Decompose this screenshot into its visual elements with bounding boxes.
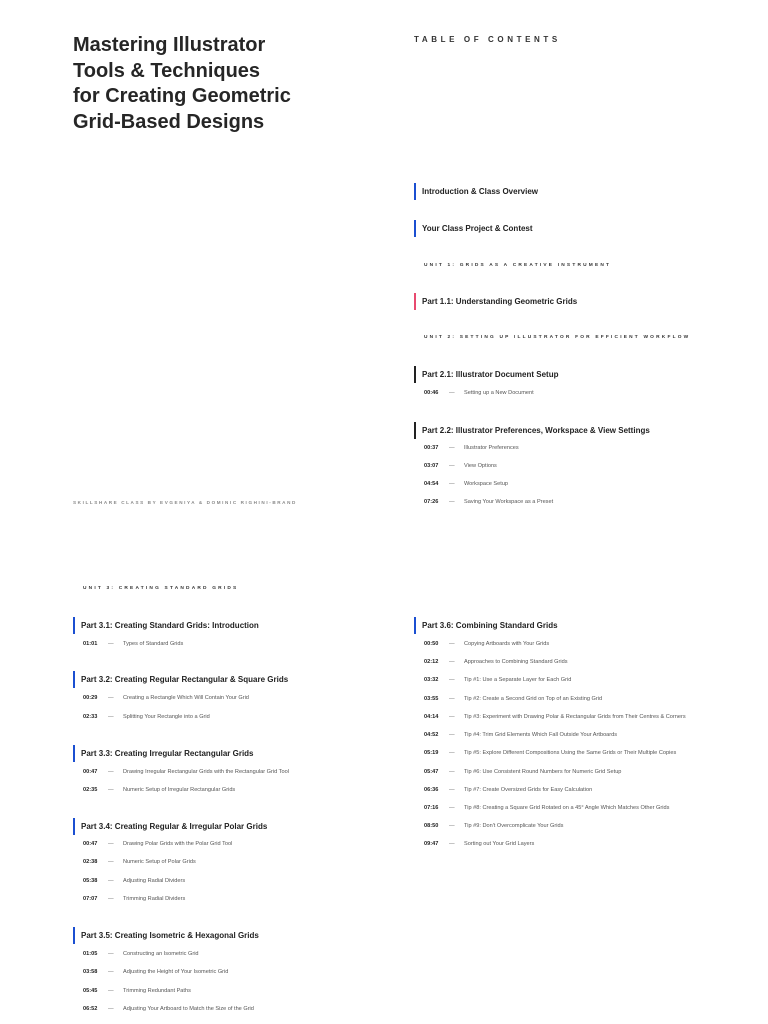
lesson-time: 00:47 [83,841,98,847]
lesson-time: 07:26 [424,499,439,505]
lesson-title: Creating a Rectangle Which Will Contain Your Grid [123,695,249,701]
toc-item-part-2-1[interactable]: Part 2.1: Illustrator Document Setup [414,366,558,383]
class-credit: SKILLSHARE CLASS BY EVGENIYA & DOMINIC RIGHINI-BRAND [73,500,297,505]
lesson-time: 02:12 [424,659,439,665]
title-line: Grid-Based Designs [73,110,265,133]
lesson-title: Saving Your Workspace as a Preset [464,499,554,505]
lesson-time: 05:38 [83,878,98,884]
lesson-title: Types of Standard Grids [123,641,184,647]
toc-item-class-project[interactable]: Your Class Project & Contest [414,220,533,237]
lesson-title: Trimming Redundant Paths [123,988,191,994]
toc-item-part-3-3[interactable]: Part 3.3: Creating Irregular Rectangular Grids [73,745,254,762]
toc-item-intro[interactable]: Introduction & Class Overview [414,183,538,200]
lesson-time: 02:38 [83,859,98,865]
toc-item-part-3-5[interactable]: Part 3.5: Creating Isometric & Hexagonal Grids [73,927,259,944]
toc-item-part-3-1[interactable]: Part 3.1: Creating Standard Grids: Introduction [73,617,259,634]
lesson-title: Tip #5: Explore Different Compositions Using the Same Grids or Their Multiple Copies [464,750,677,756]
lesson-time: 04:54 [424,481,439,487]
title-line: for Creating Geometric [73,85,291,107]
lesson-time: 00:37 [424,445,439,451]
lesson-time: 00:29 [83,695,98,701]
lesson-time: 05:19 [424,750,439,756]
lesson-time: 03:07 [424,463,439,469]
lesson-title: Tip #6: Use Consistent Round Numbers for Numeric Grid Setup [464,769,622,775]
lesson-title: Setting up a New Document [464,390,534,396]
lesson-title: Tip #2: Create a Second Grid on Top of an Existing Grid [464,696,603,702]
lesson-title: Tip #3: Experiment with Drawing Polar & Rectangular Grids from Their Centres & Corners [464,714,686,720]
lesson-time: 06:52 [83,1006,98,1012]
lesson-time: 04:14 [424,714,439,720]
lesson-time: 05:47 [424,769,439,775]
lesson-time: 07:07 [83,896,98,902]
unit-label-3: UNIT 3: CREATING STANDARD GRIDS [83,586,239,591]
toc-item-part-2-2[interactable]: Part 2.2: Illustrator Preferences, Workspace & View Settings [414,422,650,439]
toc-heading: TABLE OF CONTENTS [414,35,561,44]
lesson-time: 04:52 [424,732,439,738]
title-line: Tools & Techniques [73,59,261,82]
toc-item-part-3-4[interactable]: Part 3.4: Creating Regular & Irregular Polar Grids [73,818,267,835]
lesson-time: 03:55 [424,696,439,702]
page-title [73,33,373,135]
lesson-time: 01:05 [83,951,98,957]
lesson-time: 05:45 [83,988,98,994]
unit-label-2: UNIT 2: SETTING UP ILLUSTRATOR FOR EFFICIENT WORKFLOW [424,335,691,340]
lesson-title: Splitting Your Rectangle into a Grid [123,714,210,720]
lesson-time: 03:58 [83,969,98,975]
lesson-time: 06:36 [424,787,439,793]
toc-item-part-3-2[interactable]: Part 3.2: Creating Regular Rectangular & Square Grids [73,671,288,688]
lesson-time: 07:16 [424,805,439,811]
lesson-time: 02:33 [83,714,98,720]
lesson-title: Illustrator Preferences [464,445,519,451]
lesson-title: Constructing an Isometric Grid [123,951,199,957]
lesson-title: Tip #9: Don't Overcomplicate Your Grids [464,823,564,829]
lesson-time: 09:47 [424,841,439,847]
lesson-title: Tip #1: Use a Separate Layer for Each Grid [464,677,572,683]
lesson-time: 08:50 [424,823,439,829]
unit-label-1: UNIT 1: GRIDS AS A CREATIVE INSTRUMENT [424,263,612,268]
lesson-time: 00:50 [424,641,439,647]
lesson-title: Sorting out Your Grid Layers [464,841,535,847]
lesson-title: Adjusting Radial Dividers [123,878,186,884]
lesson-time: 03:32 [424,677,439,683]
lesson-title: Tip #7: Create Oversized Grids for Easy Calculation [464,787,593,793]
toc-item-part-1-1[interactable]: Part 1.1: Understanding Geometric Grids [414,293,577,310]
lesson-time: 00:47 [83,769,98,775]
lesson-title: Adjusting the Height of Your Isometric Grid [123,969,229,975]
lesson-title: Numeric Setup of Irregular Rectangular Grids [123,787,236,793]
lesson-title: Approaches to Combining Standard Grids [464,659,568,665]
lesson-title: View Options [464,463,497,469]
lesson-title: Trimming Radial Dividers [123,896,186,902]
lesson-title: Adjusting Your Artboard to Match the Size of the Grid [123,1006,254,1012]
lesson-time: 02:35 [83,787,98,793]
lesson-title: Tip #8: Creating a Square Grid Rotated on a 45° Angle Which Matches Other Grids [464,805,670,811]
toc-item-part-3-6[interactable]: Part 3.6: Combining Standard Grids [414,617,558,634]
title-line: Mastering Illustrator [73,34,266,56]
lesson-title: Drawing Polar Grids with the Polar Grid Tool [123,841,233,847]
lesson-title: Workspace Setup [464,481,509,487]
lesson-title: Drawing Irregular Rectangular Grids with the Rectangular Grid Tool [123,769,289,775]
lesson-time: 01:01 [83,641,98,647]
lesson-title: Tip #4: Trim Grid Elements Which Fall Outside Your Artboards [464,732,618,738]
lesson-time: 00:46 [424,390,439,396]
lesson-title: Copying Artboards with Your Grids [464,641,550,647]
lesson-title: Numeric Setup of Polar Grids [123,859,196,865]
